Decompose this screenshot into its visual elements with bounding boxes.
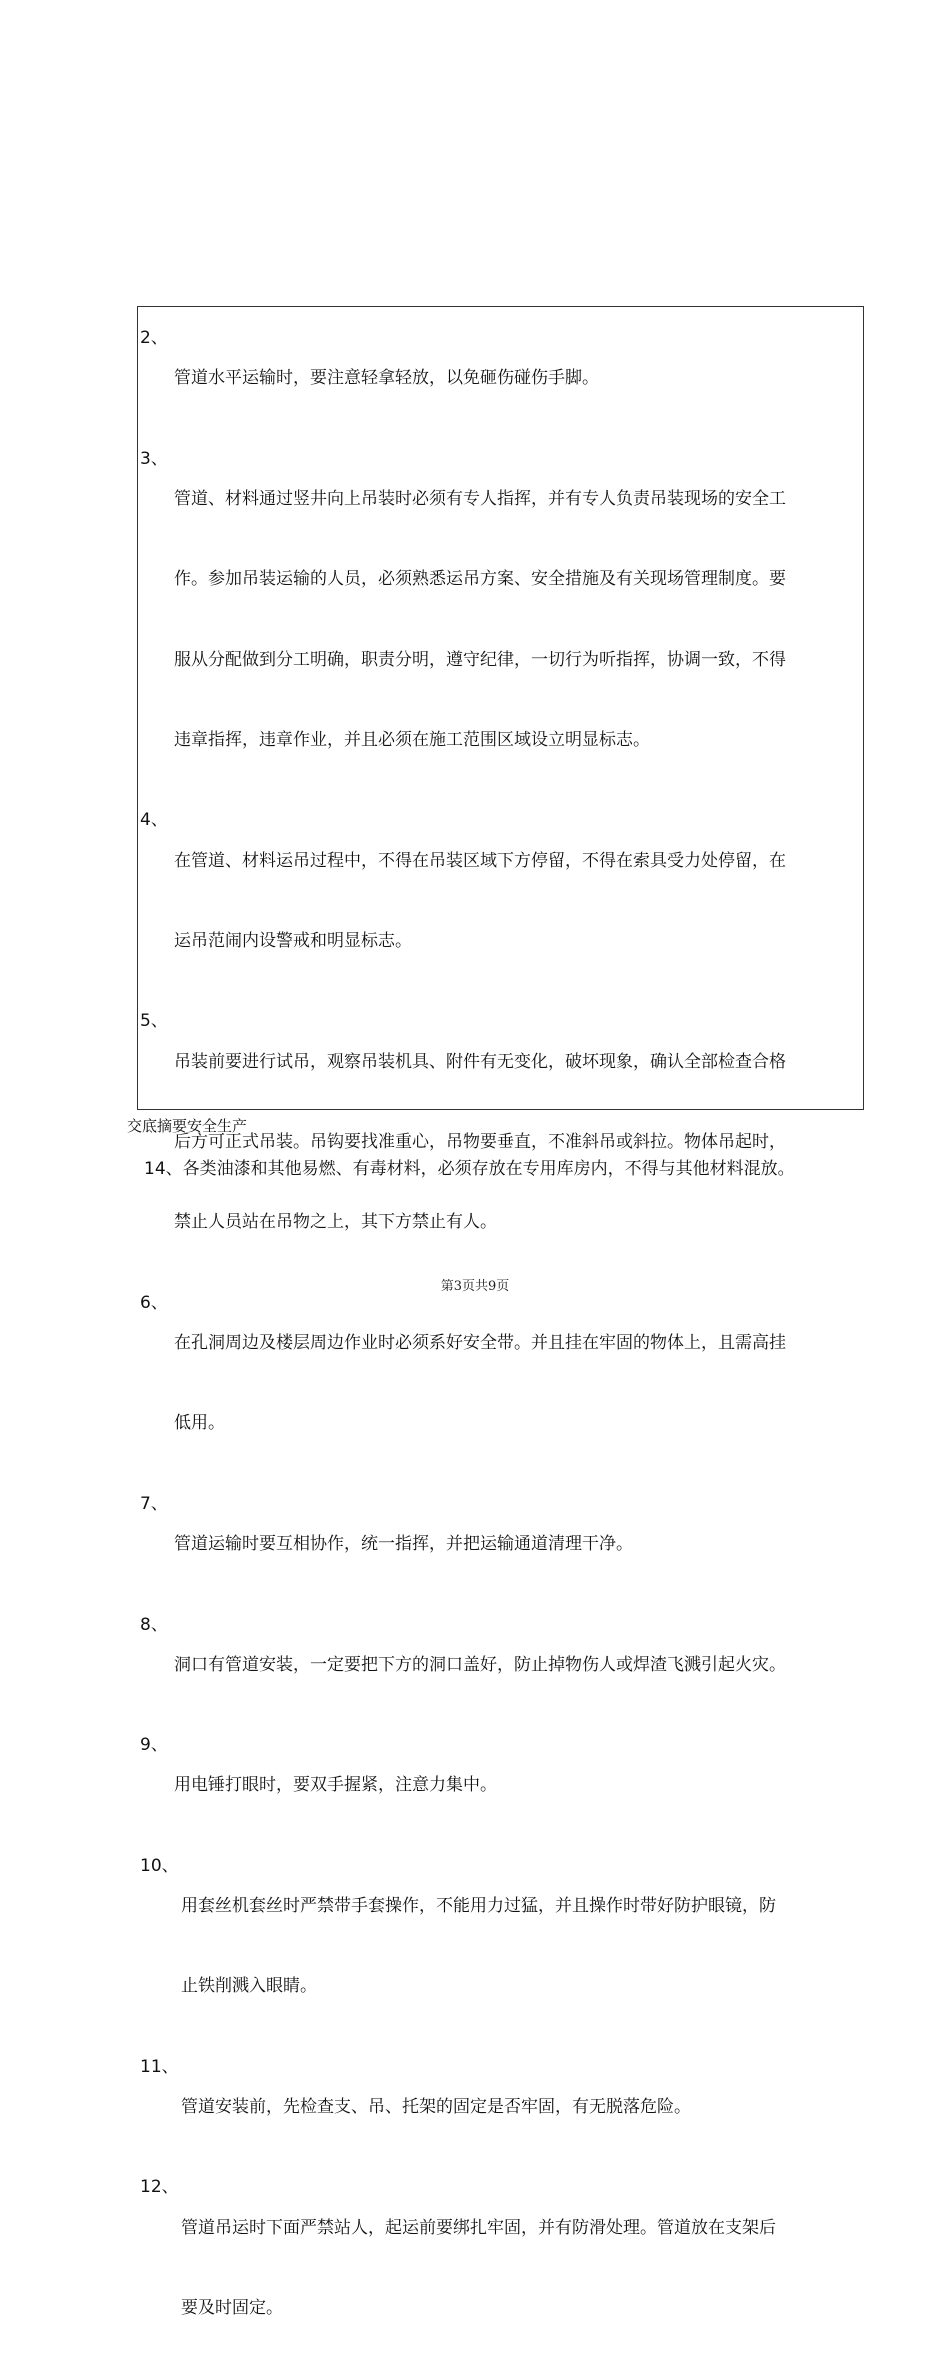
- list-item: [138, 318, 865, 439]
- item-line: 服从分配做到分工明确，职责分明，遵守纪律，一切行为听指挥，协调一致，不得: [174, 649, 786, 670]
- item-line: 要及时固定。: [181, 2297, 283, 2318]
- list-item: [138, 1283, 865, 1484]
- item-number: 5、: [140, 1011, 168, 1032]
- item-line: 用套丝机套丝时严禁带手套操作，不能用力过猛，并且操作时带好防护眼镜，防: [181, 1895, 776, 1916]
- item-number: 2、: [140, 328, 168, 348]
- item-line: 运吊范闹内设警戒和明显标志。: [174, 931, 412, 952]
- item-line: 管道安装前，先检查支、吊、托架的固定是否牢固，有无脱落危险。: [181, 2096, 691, 2117]
- list-item: [138, 1001, 865, 1282]
- item-text: [174, 439, 864, 801]
- item-14-text: 14、各类油漆和其他易燃、有毒材料，必须存放在专用库房内，不得与其他材料混放。: [144, 1159, 795, 1179]
- page-number-footer: 第3页共9页: [440, 1279, 510, 1294]
- item-line: 作。参加吊装运输的人员，必须熟悉运吊方案、安全措施及有关现场管理制度。要: [174, 569, 786, 590]
- item-number: 3、: [140, 448, 168, 469]
- summary-label: 交底摘要安全生产: [127, 1117, 248, 1135]
- item-line: 管道吊运时下面严禁站人，起运前要绑扎牢固，并有防滑处理。管道放在支架后: [181, 2217, 776, 2238]
- item-line: 洞口有管道安装，一定要把下方的洞口盖好，防止掉物伤人或焊渣飞溅引起火灾。: [174, 1654, 786, 1675]
- list-item: [138, 2047, 865, 2168]
- item-line: 管道、材料通过竖井向上吊装时必须有专人指挥，并有专人负责吊装现场的安全工: [174, 488, 786, 509]
- list-item: [138, 439, 865, 801]
- item-line: 在孔洞周边及楼层周边作业时必须系好安全带。并且挂在牢固的物体上，且需高挂: [174, 1333, 786, 1354]
- item-number: 12、: [140, 2177, 179, 2198]
- item-line: 吊装前要进行试吊，观察吊装机具、附件有无变化，破坏现象，确认全部检查合格: [174, 1051, 786, 1072]
- item-text: [174, 800, 864, 1001]
- item-number: 7、: [140, 1493, 168, 1514]
- item-text: [174, 1605, 864, 1726]
- item-number: 8、: [140, 1614, 168, 1635]
- item-text: [174, 1725, 864, 1846]
- item-line: 违章指挥，违章作业，并且必须在施工范围区域设立明显标志。: [174, 730, 650, 751]
- item-text: [174, 1484, 864, 1605]
- list-item: [138, 1725, 865, 1846]
- list-item: [138, 1484, 865, 1605]
- item-line: 后方可正式吊装。吊钩要找准重心，吊物要垂直，不准斜吊或斜拉。物体吊起时，: [174, 1132, 786, 1153]
- item-line: 禁止人员站在吊物之上，其下方禁止有人。: [174, 1212, 497, 1233]
- item-line: 管道水平运输时，要注意轻拿轻放，以免砸伤碰伤手脚。: [174, 368, 599, 389]
- item-text: [174, 1001, 864, 1282]
- item-number: 10、: [140, 1855, 179, 1876]
- item-text: [174, 318, 864, 439]
- item-text: [174, 1283, 864, 1484]
- item-number: 6、: [140, 1292, 168, 1313]
- item-line: 用电锤打眼时，要双手握紧，注意力集中。: [174, 1775, 497, 1796]
- item-line: 低用。: [174, 1413, 225, 1434]
- list-item: [138, 800, 865, 1001]
- item-text: [181, 2047, 871, 2168]
- item-number: 11、: [140, 2056, 179, 2077]
- item-text: [181, 1846, 871, 2047]
- item-line: 管道运输时要互相协作，统一指挥，并把运输通道清理干净。: [174, 1534, 633, 1555]
- list-item: [138, 2167, 865, 2368]
- item-line: 在管道、材料运吊过程中，不得在吊装区域下方停留，不得在索具受力处停留，在: [174, 850, 786, 871]
- item-number: 9、: [140, 1735, 168, 1756]
- list-item: [138, 1605, 865, 1726]
- item-line: 止铁削溅入眼睛。: [181, 1976, 317, 1997]
- list-item: [138, 1846, 865, 2047]
- item-text: [181, 2167, 871, 2368]
- item-number: 4、: [140, 810, 168, 831]
- safety-items-list: [138, 318, 865, 2368]
